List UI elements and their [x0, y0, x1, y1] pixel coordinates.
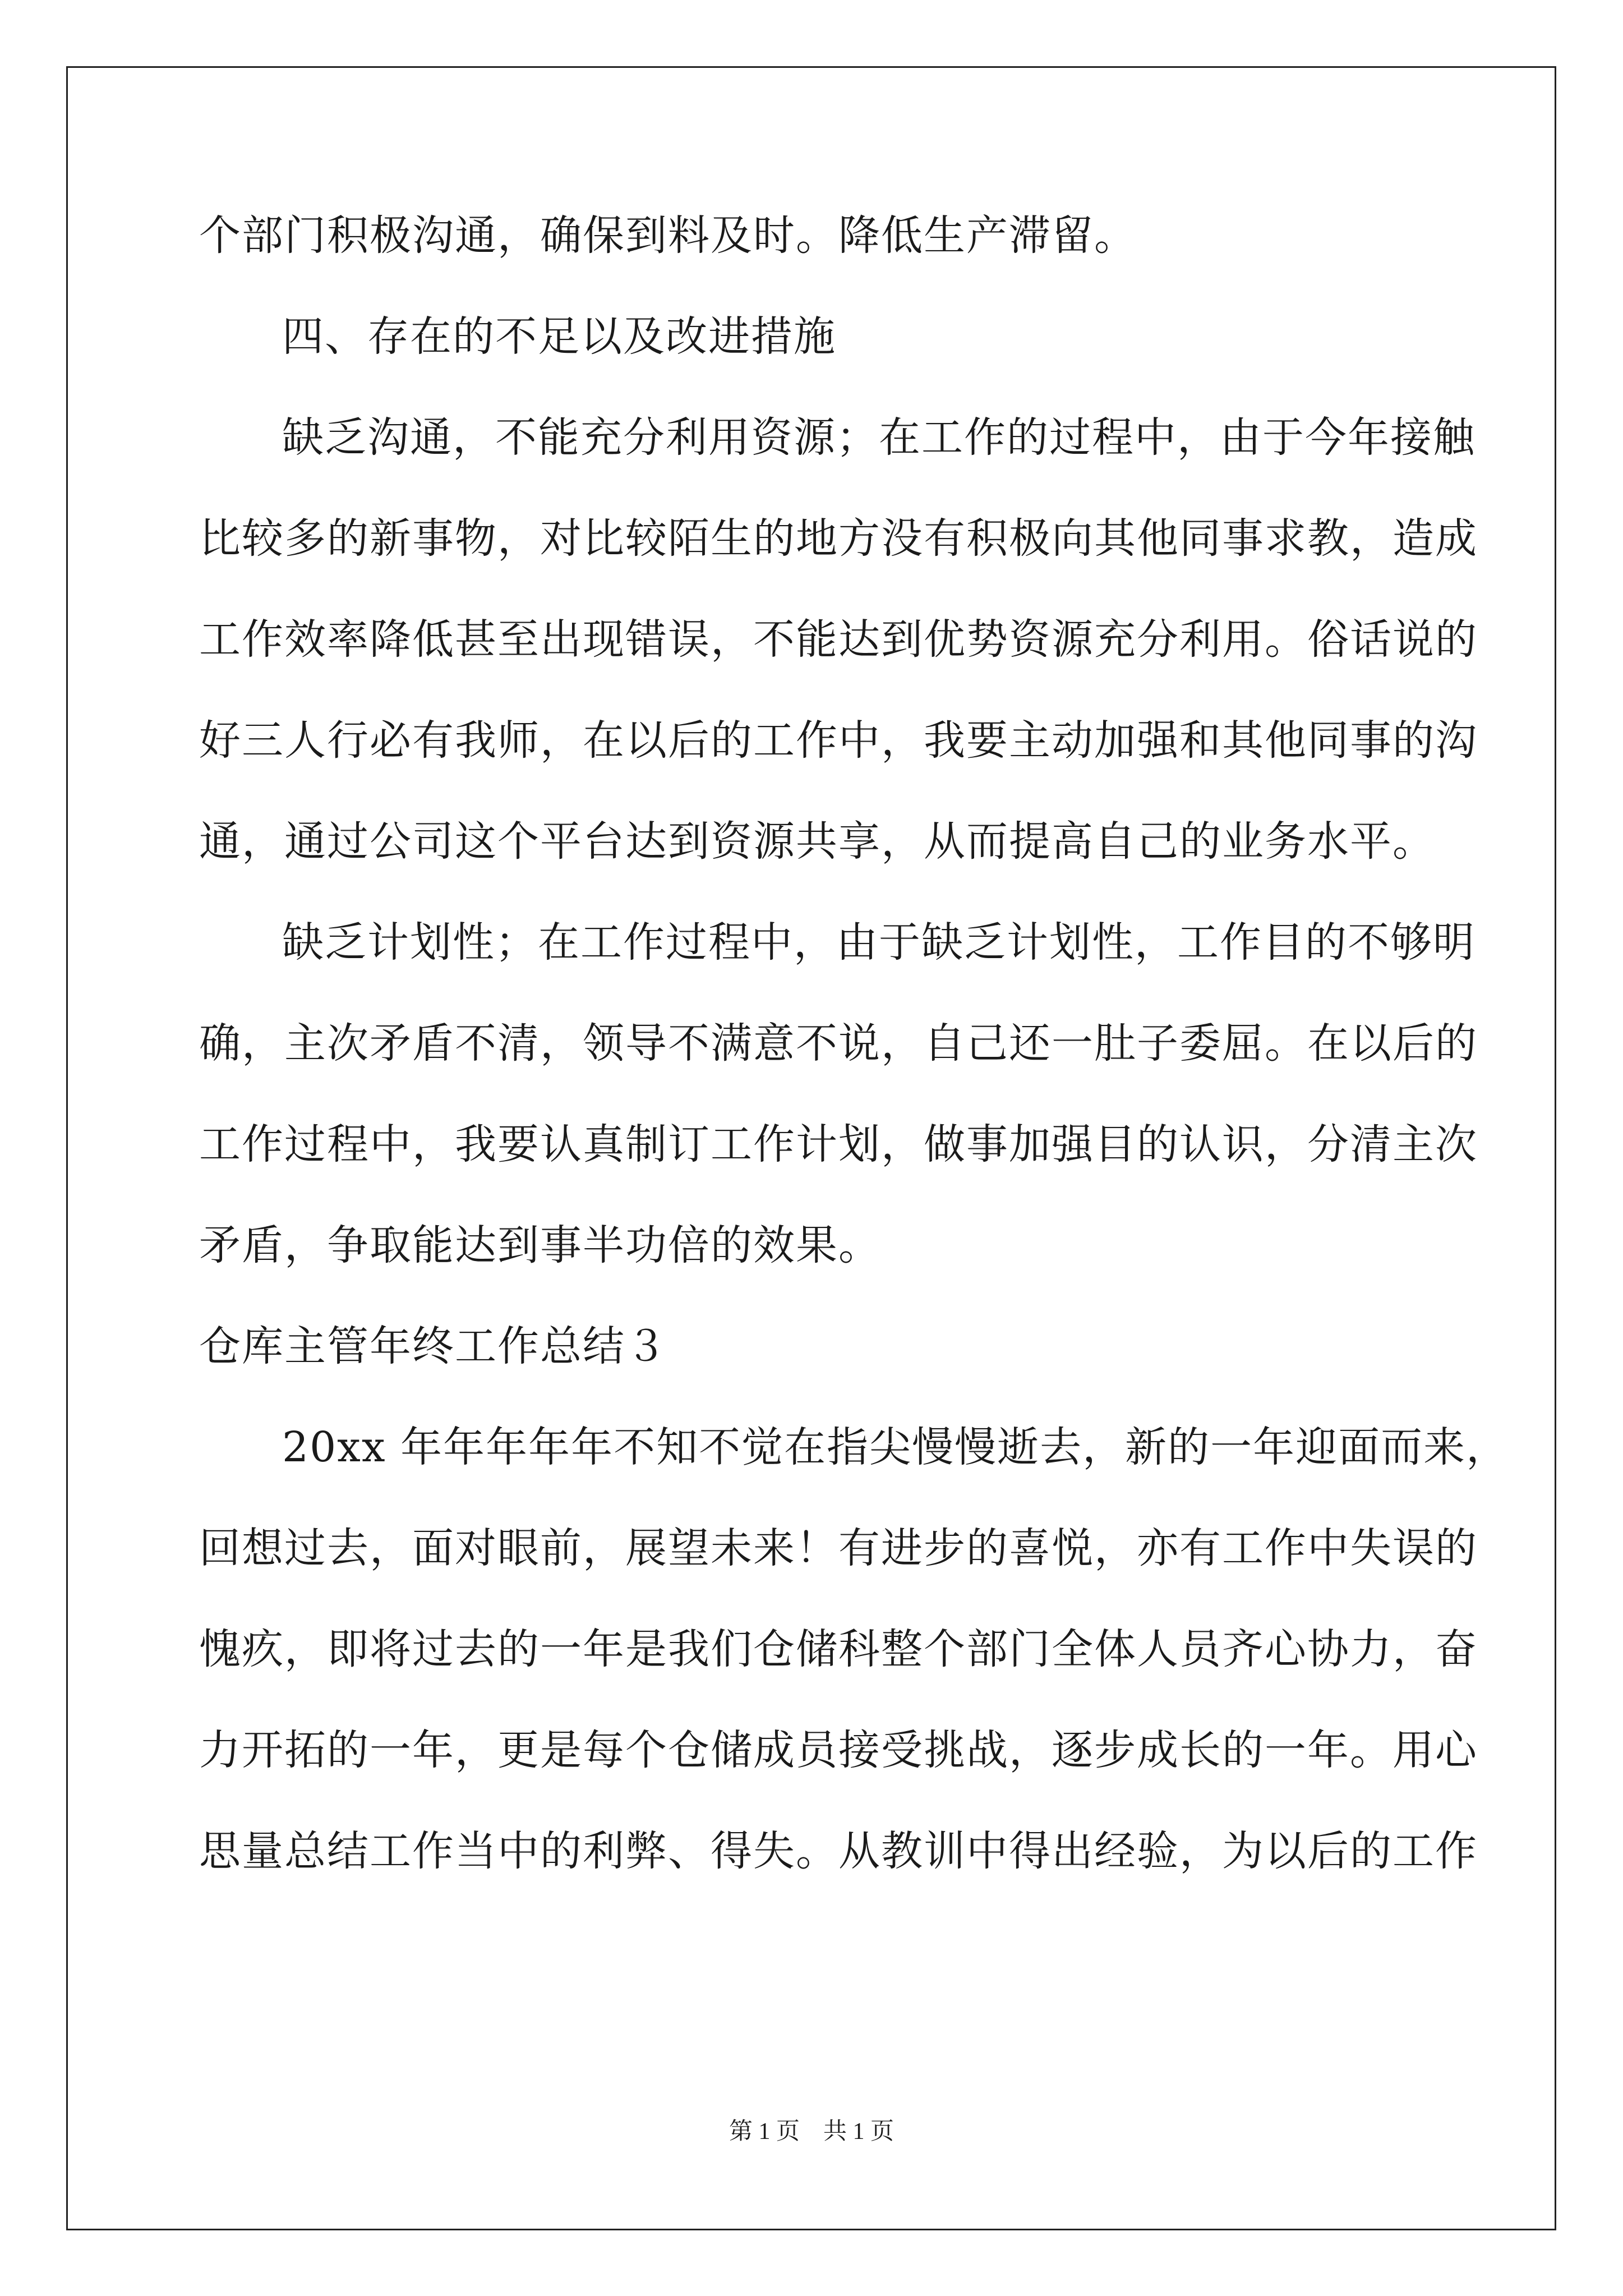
page-number-footer: 第 1 页 共 1 页 [728, 2119, 894, 2145]
text-line: 工作效率降低甚至出现错误，不能达到优势资源充分利用。俗话说的 [199, 615, 1478, 664]
text-line: 确，主次矛盾不清，领导不满意不说，自己还一肚子委屈。在以后的 [199, 1019, 1478, 1068]
text-line: 愧疚，即将过去的一年是我们仓储科整个部门全体人员齐心协力，奋 [199, 1625, 1478, 1673]
text-line: 缺乏计划性；在工作过程中，由于缺乏计划性，工作目的不够明 [282, 918, 1476, 967]
text-line: 比较多的新事物，对比较陌生的地方没有积极向其他同事求教，造成 [199, 514, 1478, 563]
text-line: 力开拓的一年，更是每个仓储成员接受挑战，逐步成长的一年。用心 [199, 1726, 1478, 1774]
text-line: 回想过去，面对眼前，展望未来！有进步的喜悦，亦有工作中失误的 [199, 1524, 1478, 1572]
text-line: 工作过程中，我要认真制订工作计划，做事加强目的认识，分清主次 [199, 1120, 1478, 1168]
text-line: 缺乏沟通，不能充分利用资源；在工作的过程中，由于今年接触 [282, 413, 1476, 462]
text-line: 好三人行必有我师，在以后的工作中，我要主动加强和其他同事的沟 [199, 716, 1478, 765]
text-line: 思量总结工作当中的利弊、得失。从教训中得出经验，为以后的工作 [199, 1827, 1478, 1875]
text-line: 矛盾，争取能达到事半功倍的效果。 [199, 1221, 881, 1269]
text-line: 个部门积极沟通，确保到料及时。降低生产滞留。 [199, 211, 1137, 260]
text-line: 20xx 年年年年年不知不觉在指尖慢慢逝去，新的一年迎面而来， [282, 1423, 1509, 1471]
document-title: 仓库主管年终工作总结３ [199, 1322, 668, 1370]
text-line: 通，通过公司这个平台达到资源共享，从而提高自己的业务水平。 [199, 817, 1435, 866]
section-heading: 四、存在的不足以及改进措施 [282, 312, 836, 361]
